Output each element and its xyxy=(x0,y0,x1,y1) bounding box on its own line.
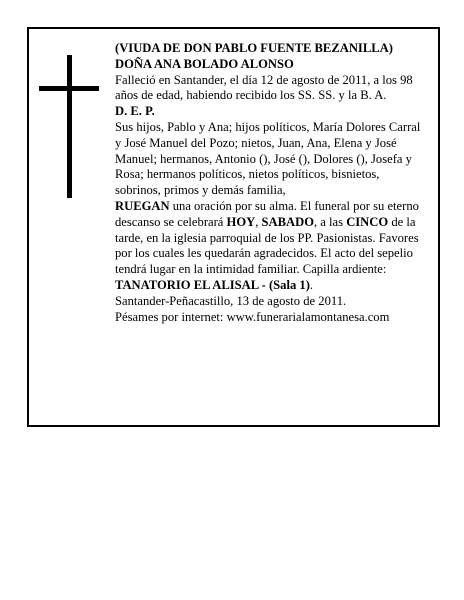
death-details: Falleció en Santander, el día 12 de agosto de 2011, a los 98 años de edad, habiendo recibido los SS. SS. y la B. A. xyxy=(115,72,413,103)
ruegan-word: RUEGAN xyxy=(115,198,170,213)
obituary-frame xyxy=(27,27,440,427)
condolences-line: Pésames por internet: www.funerarialamontanesa.com xyxy=(115,309,390,324)
church-text: de la tarde, en la iglesia parroquial de los PP. Pasionistas. Favores por los cuales les quedarán agradecidos. El acto del sepelio tendrá lugar en la intimidad familiar. Capilla ardiente: xyxy=(115,214,419,277)
deceased-name: DOÑA ANA BOLADO ALONSO xyxy=(115,56,294,71)
cross-vertical-bar xyxy=(67,55,72,198)
prayer-text: una oración por su alma. El funeral por su eterno descanso se celebrará xyxy=(115,198,419,229)
tanatorio-name: TANATORIO EL ALISAL - (Sala 1) xyxy=(115,277,310,292)
comma-text: , xyxy=(255,214,262,229)
family-list: Sus hijos, Pablo y Ana; hijos políticos, María Dolores Carral y José Manuel del Pozo; nietos, Juan, Ana, Elena y José Manuel; hermanos, Antonio (), José (), Dolores (), Josefa y Rosa; hermanos políticos, nietos políticos, bisnietos, sobrinos, primos y demás familia, xyxy=(115,119,421,198)
cinco-word: CINCO xyxy=(346,214,389,229)
hoy-word: HOY xyxy=(226,214,256,229)
at-text: , a las xyxy=(314,214,347,229)
funeral-paragraph xyxy=(115,199,427,294)
cross-horizontal-bar xyxy=(39,86,99,91)
place-date: Santander-Peñacastillo, 13 de agosto de 2011. xyxy=(115,293,347,308)
widow-line: (VIUDA DE DON PABLO FUENTE BEZANILLA) xyxy=(115,41,393,55)
obituary-text xyxy=(115,41,427,325)
period-text: . xyxy=(309,277,314,292)
cross-icon xyxy=(39,55,99,200)
rip-line: D. E. P. xyxy=(115,104,155,119)
sabado-word: SABADO xyxy=(261,214,314,229)
